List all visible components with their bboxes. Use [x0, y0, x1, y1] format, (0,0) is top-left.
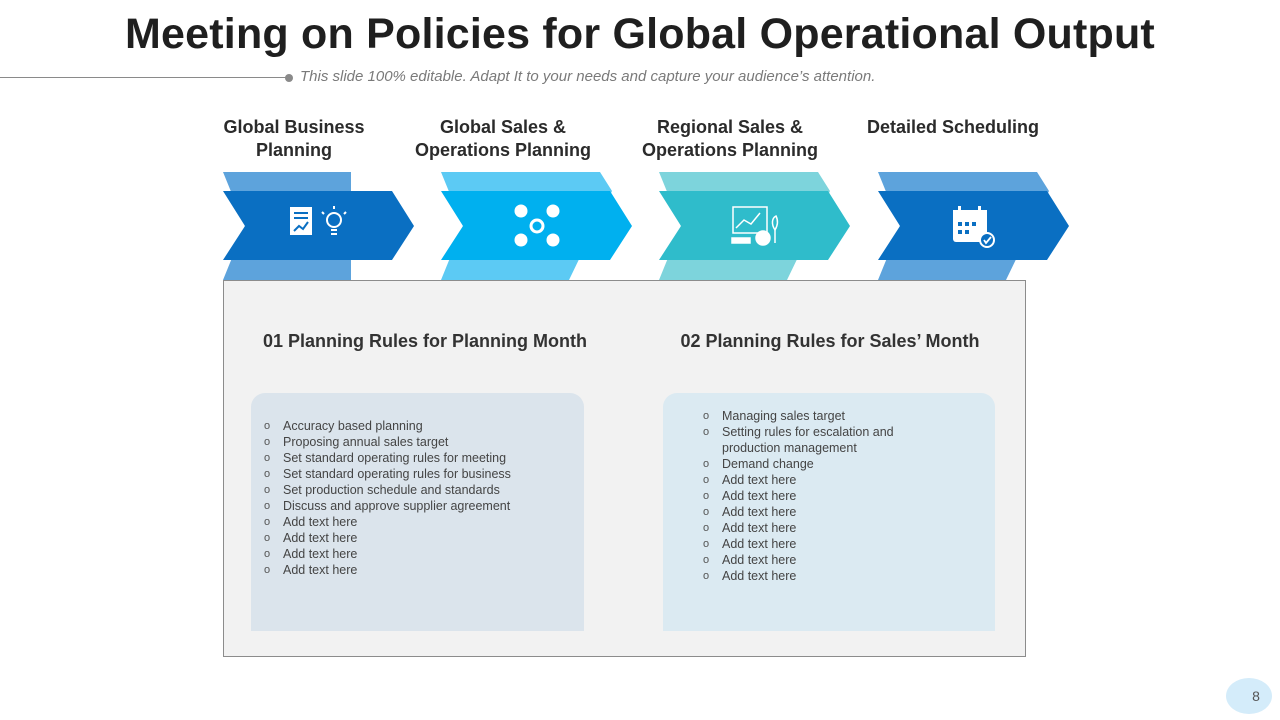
- list-item: o Add text here: [703, 505, 797, 519]
- list-item: o Proposing annual sales target: [264, 435, 449, 449]
- step-chevron-2-front: [441, 191, 632, 260]
- step-chevron-3-front: [659, 191, 850, 260]
- slide-subtitle: This slide 100% editable. Adapt It to your needs and capture your audience’s attention.: [300, 68, 876, 85]
- rules-box-planning-month: [251, 393, 584, 631]
- list-item: o Add text here: [703, 489, 797, 503]
- step-label-global-business-planning: Global Business Planning: [223, 117, 365, 160]
- step-chevron-2: [441, 172, 632, 280]
- list-item: o Add text here: [703, 569, 797, 583]
- list-item: o Demand change: [703, 457, 814, 471]
- list-item: o Add text here: [703, 553, 797, 567]
- page-number: 8: [1252, 688, 1260, 704]
- list-item: o Add text here: [703, 521, 797, 535]
- list-item: o Add text here: [264, 515, 358, 529]
- list-item: o Discuss and approve supplier agreement: [264, 499, 511, 513]
- list-item: o Add text here: [264, 547, 358, 561]
- column-title-sales-month: 02 Planning Rules for Sales’ Month: [680, 331, 980, 351]
- list-item: o Add text here: [264, 531, 358, 545]
- list-item: o Set standard operating rules for meeting: [264, 451, 507, 465]
- step-chevron-3: [659, 172, 850, 280]
- rules-box-sales-month: [663, 393, 995, 631]
- list-item: o Accuracy based planning: [264, 419, 423, 433]
- slide-title: Meeting on Policies for Global Operational Output: [125, 10, 1155, 58]
- column-title-planning-month: 01 Planning Rules for Planning Month: [262, 331, 587, 351]
- step-label-global-sales-operations: Global Sales & Operations Planning: [414, 117, 592, 160]
- list-item: o Add text here: [703, 473, 797, 487]
- step-chevron-1: [223, 172, 414, 280]
- step-label-regional-sales-operations: Regional Sales & Operations Planning: [641, 117, 819, 160]
- process-chevrons: [0, 0, 1280, 300]
- rules-list-sales-month: [690, 408, 995, 584]
- rules-list-planning-month: [251, 418, 584, 578]
- list-item: o Setting rules for escalation and production management: [703, 425, 894, 455]
- list-item: o Set standard operating rules for business: [264, 467, 511, 481]
- step-label-detailed-scheduling: Detailed Scheduling: [866, 117, 1040, 137]
- list-item: o Managing sales target: [703, 409, 845, 423]
- list-item: o Set production schedule and standards: [264, 483, 500, 497]
- list-item: o Add text here: [703, 537, 797, 551]
- step-chevron-1-front: [223, 191, 414, 260]
- step-chevron-4: [878, 172, 1069, 280]
- list-item: o Add text here: [264, 563, 358, 577]
